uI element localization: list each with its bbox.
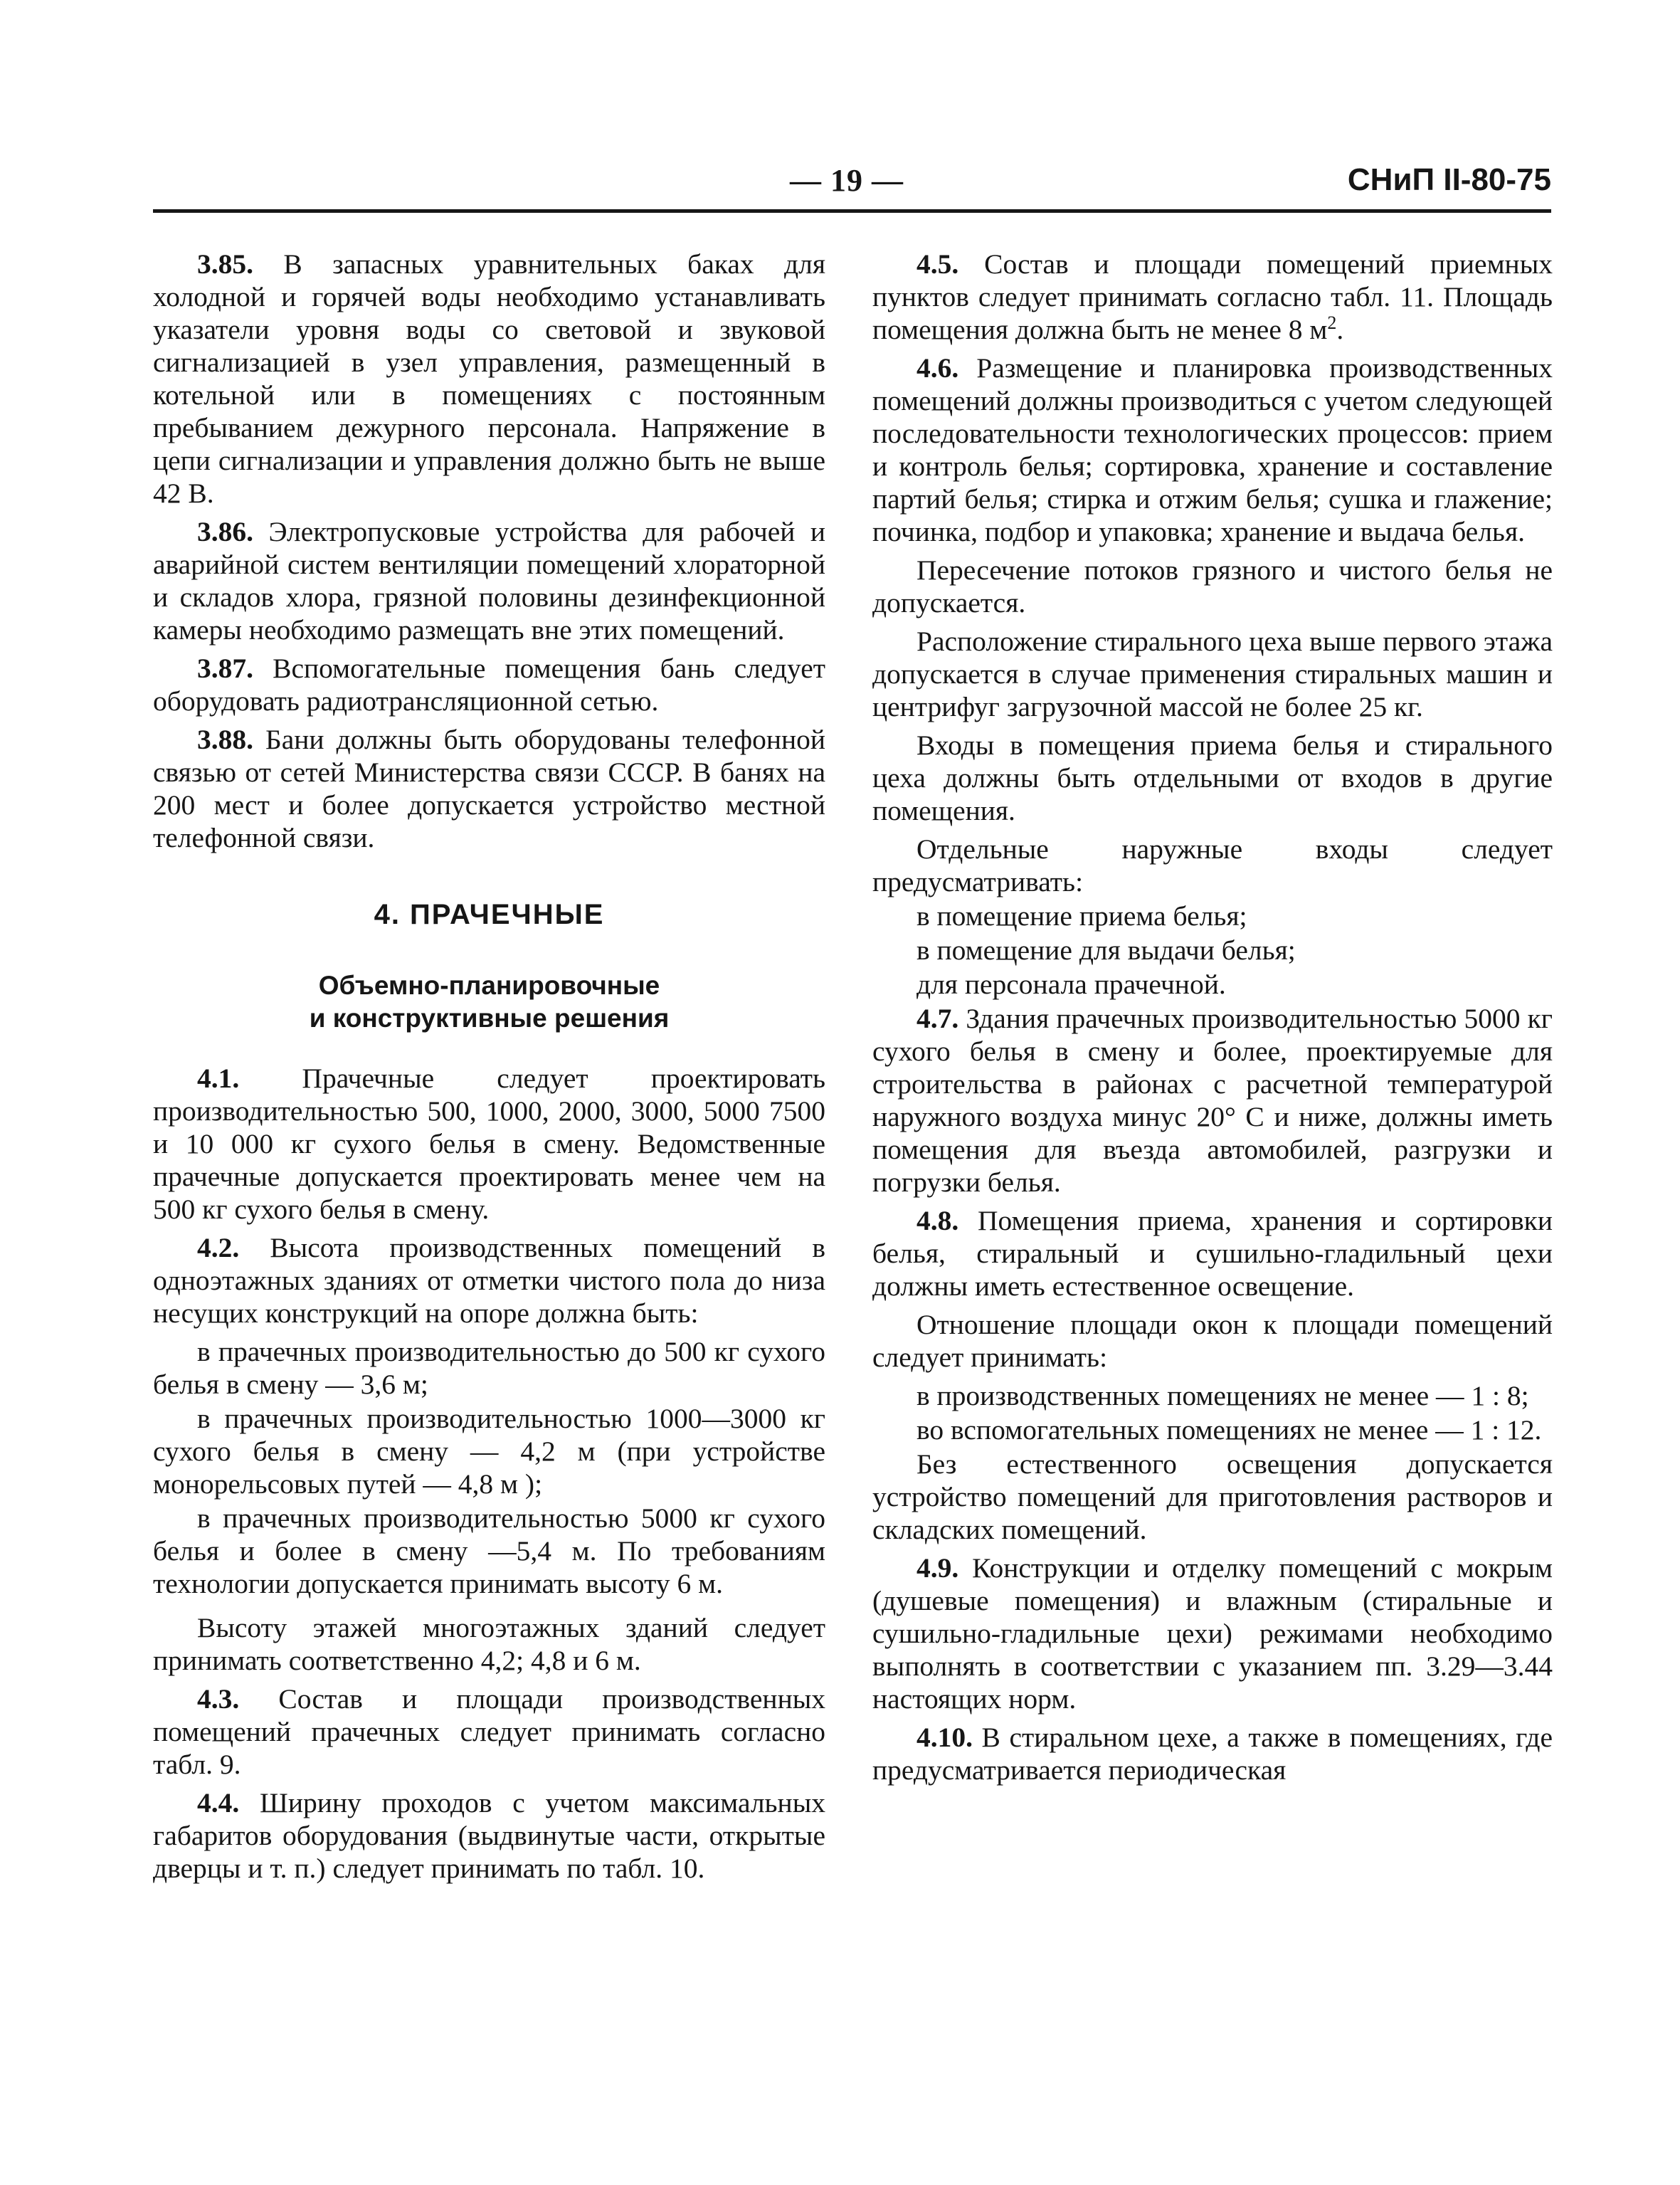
superscript: 2 [1327,312,1337,333]
paragraph-4-8-item-c: во вспомогательных помещениях не менее — 1 : 12. [916,1414,1542,1446]
clause-text: Электропусковые устройства для рабочей и аварийной систем вентиляции помещений хлораторной и складов хлора, грязной половины дезинфекционной камеры необходимо размещать вне этих помещений. [153,516,825,646]
clause-text: Прачечные следует проектировать производительностью 500, 1000, 2000, 3000, 5000 7500 и 10 000 кг сухого белья в смену. Ведомственные прачечные допускается проектировать менее чем на 500 кг сухого белья в смену. [153,1063,825,1225]
document-code: СНиП II-80-75 [1347,162,1551,197]
paragraph-4-2 [153,1231,825,1330]
clause-number: 4.3. [197,1683,240,1715]
clause-number: 4.8. [916,1205,959,1236]
paragraph-3-85 [153,248,825,510]
paragraph-4-6-d: Отдельные наружные входы следует предусматривать: [872,833,1553,897]
paragraph-4-2-item-a: в прачечных производительностью до 500 кг сухого белья в смену — 3,6 м; [153,1336,825,1400]
paragraph-4-8 [872,1204,1553,1302]
paragraph-4-8-item-b: в производственных помещениях не менее — 1 : 8; [916,1380,1529,1411]
paragraph-4-2-item-b: в прачечных производительностью 1000—3000 кг сухого белья в смену — 4,2 м (при устройстве монорельсовых путей — 4,8 м ); [153,1403,825,1500]
paragraph-4-6-item-g: для персонала прачечной. [916,969,1226,1000]
left-column [153,248,825,1890]
clause-text: Состав и площади производственных помещений прачечных следует принимать согласно табл. 9. [153,1683,825,1780]
section-title: 4. ПРАЧЕЧНЫЕ [374,899,605,930]
clause-text: Помещения приема, хранения и сортировки белья, стиральный и сушильно-гладильный цехи должны иметь естественное освещение. [872,1205,1553,1302]
subsection-title-line1: Объемно-планировочные [318,971,660,1000]
clause-number: 3.88. [197,724,253,755]
paragraph-3-87 [153,652,825,717]
clause-number: 4.7. [916,1003,959,1034]
clause-number: 4.4. [197,1787,240,1818]
clause-number: 3.85. [197,248,253,280]
paragraph-4-1 [153,1062,825,1226]
paragraph-4-6-item-e: в помещение приема белья; [916,900,1247,932]
paragraph-4-8-a: Отношение площади окон к площади помещений следует принимать: [872,1309,1553,1373]
clause-number: 4.6. [916,352,959,384]
clause-number: 3.86. [197,516,253,547]
clause-text-end: . [1336,314,1344,345]
paragraph-4-6 [872,352,1553,548]
paragraph-4-9 [872,1552,1553,1715]
clause-number: 4.5. [916,248,959,280]
paragraph-4-7 [872,1002,1553,1199]
clause-text: В стиральном цехе, а также в помещениях, где предусматривается периодическая [872,1722,1553,1786]
paragraph-4-6-item-f: в помещение для выдачи белья; [916,934,1296,966]
clause-text: В запасных уравнительных баках для холодной и горячей воды необходимо устанавливать указатели уровня воды со световой и звуковой сигнализацией в узел управления, размещенный в котельной или в помещениях с постоянным пребыванием дежурного персонала. Напряжение в цепи сигнализации и управления должно быть не выше 42 В. [153,248,825,509]
paragraph-3-86 [153,515,825,646]
header-rule [153,209,1551,213]
clause-number: 4.1. [197,1063,240,1094]
paragraph-4-8-d: Без естественного освещения допускается устройство помещений для приготовления растворов и складских помещений. [872,1448,1553,1545]
paragraph-4-3 [153,1683,825,1781]
paragraph-4-6-c: Входы в помещения приема белья и стирального цеха должны быть отдельными от входов в другие помещения. [872,730,1553,826]
clause-text: Бани должны быть оборудованы телефонной связью от сетей Министерства связи СССР. В банях на 200 мест и более допускается устройство местной телефонной связи. [153,724,825,853]
paragraph-4-6-a: Пересечение потоков грязного и чистого белья не допускается. [872,554,1553,618]
paragraph-4-4 [153,1786,825,1885]
paragraph-4-10 [872,1721,1553,1786]
clause-text: Вспомогательные помещения бань следует оборудовать радиотрансляционной сетью. [153,653,825,717]
paragraph-4-6-b: Расположение стирального цеха выше первого этажа допускается в случае применения стиральных машин и центрифуг загрузочной массой не более 25 кг. [872,626,1553,722]
right-column [872,248,1553,1792]
clause-text: Состав и площади помещений приемных пунктов следует принимать согласно табл. 11. Площадь помещения должна быть не менее 8 м [872,248,1553,345]
page-header [153,162,1551,205]
clause-text: Размещение и планировка производственных помещений должны производиться с учетом следующей последовательности технологических процессов: прием и контроль белья; сортировка, хранение и составление партий белья; стирка и отжим белья; сушка и глажение; починка, подбор и упаковка; хранение и выдача белья. [872,352,1553,547]
clause-number: 4.10. [916,1722,973,1753]
subsection-title-line2: и конструктивные решения [309,1004,670,1033]
clause-number: 4.9. [916,1552,959,1584]
paragraph-3-88 [153,723,825,854]
clause-number: 3.87. [197,653,253,684]
subsection-title [153,969,825,1035]
paragraph-4-5 [872,248,1553,346]
clause-text: Конструкции и отделку помещений с мокрым (душевые помещения) и влажным (стиральные и сушильно-гладильные цехи) режимами необходимо выполнять в соответствии с указанием пп. 3.29—3.44 настоящих норм. [872,1552,1553,1715]
paragraph-4-2-note: Высоту этажей многоэтажных зданий следует принимать соответственно 4,2; 4,8 и 6 м. [153,1612,825,1676]
clause-number: 4.2. [197,1232,240,1263]
clause-text: Здания прачечных производительностью 5000 кг сухого белья в смену и более, проектируемые для строительства в районах с расчетной температурой наружного воздуха минус 20° С и ниже, должны иметь помещения для въезда автомобилей, разгрузки и погрузки белья. [872,1003,1553,1198]
page-number: — 19 — [790,163,904,198]
clause-text: Высота производственных помещений в одноэтажных зданиях от отметки чистого пола до низа несущих конструкций на опоре должна быть: [153,1232,825,1329]
clause-text: Ширину проходов с учетом максимальных габаритов оборудования (выдвинутые части, открытые дверцы и т. п.) следует принимать по табл. 10. [153,1787,825,1884]
paragraph-4-2-item-c: в прачечных производительностью 5000 кг сухого белья и более в смену —5,4 м. По требованиям технологии допускается принимать высоту 6 м. [153,1502,825,1599]
